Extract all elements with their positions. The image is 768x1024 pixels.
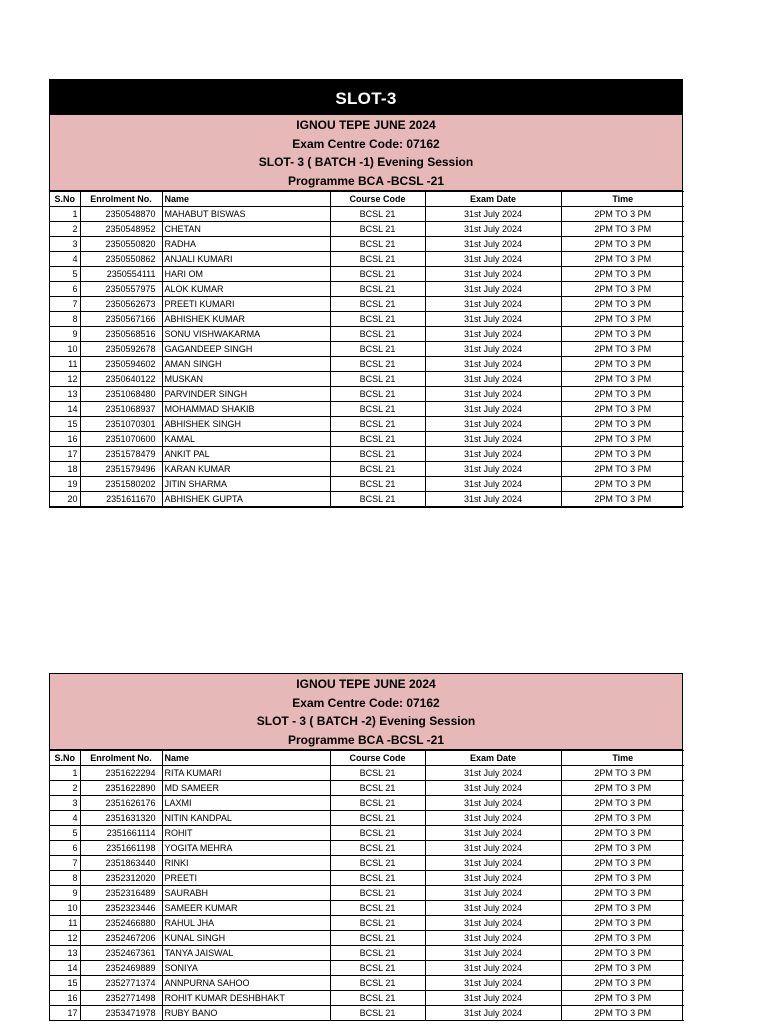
cell-enrolment: 2352771374 [80,976,162,991]
table-row [50,402,684,417]
cell-enrolment: 2351661198 [80,841,162,856]
col-header-enrolment: Enrolment No. [80,751,162,766]
table-row [50,267,684,282]
cell-sno: 13 [50,387,80,402]
cell-time: 2PM TO 3 PM [561,417,684,432]
cell-enrolment: 2350548870 [80,207,162,222]
cell-exam-date: 31st July 2024 [425,841,561,856]
cell-exam-date: 31st July 2024 [425,387,561,402]
cell-course-code: BCSL 21 [330,492,425,507]
cell-exam-date: 31st July 2024 [425,252,561,267]
cell-course-code: BCSL 21 [330,342,425,357]
cell-enrolment: 2350568516 [80,327,162,342]
cell-course-code: BCSL 21 [330,976,425,991]
cell-sno: 17 [50,447,80,462]
cell-time: 2PM TO 3 PM [561,976,684,991]
cell-enrolment: 2351622890 [80,781,162,796]
cell-enrolment: 2351070600 [80,432,162,447]
cell-course-code: BCSL 21 [330,387,425,402]
cell-name: YOGITA MEHRA [162,841,330,856]
cell-enrolment: 2352467206 [80,931,162,946]
session-title: SLOT- 3 ( BATCH -1) Evening Session [258,155,474,169]
cell-name: GAGANDEEP SINGH [162,342,330,357]
cell-course-code: BCSL 21 [330,841,425,856]
cell-exam-date: 31st July 2024 [425,372,561,387]
cell-name: NITIN KANDPAL [162,811,330,826]
cell-name: RINKI [162,856,330,871]
table-row [50,916,684,931]
cell-exam-date: 31st July 2024 [425,811,561,826]
table-row [50,372,684,387]
table-row [50,477,684,492]
cell-time: 2PM TO 3 PM [561,267,684,282]
cell-name: HARI OM [162,267,330,282]
table-row [50,901,684,916]
cell-exam-date: 31st July 2024 [425,222,561,237]
table-row [50,976,684,991]
cell-sno: 14 [50,961,80,976]
cell-name: PREETI [162,871,330,886]
cell-exam-date: 31st July 2024 [425,991,561,1006]
cell-name: SONIYA [162,961,330,976]
cell-sno: 16 [50,432,80,447]
cell-name: LAXMI [162,796,330,811]
cell-exam-date: 31st July 2024 [425,492,561,507]
cell-name: ANNPURNA SAHOO [162,976,330,991]
cell-name: MD SAMEER [162,781,330,796]
cell-exam-date: 31st July 2024 [425,297,561,312]
cell-exam-date: 31st July 2024 [425,916,561,931]
cell-course-code: BCSL 21 [330,282,425,297]
cell-exam-date: 31st July 2024 [425,871,561,886]
cell-time: 2PM TO 3 PM [561,492,684,507]
cell-exam-date: 31st July 2024 [425,946,561,961]
cell-course-code: BCSL 21 [330,357,425,372]
cell-time: 2PM TO 3 PM [561,1006,684,1021]
cell-exam-date: 31st July 2024 [425,447,561,462]
cell-sno: 20 [50,492,80,507]
batch-1-sheet [49,79,683,508]
table-row [50,766,684,781]
cell-enrolment: 2350562673 [80,297,162,312]
table-row [50,447,684,462]
cell-name: TANYA JAISWAL [162,946,330,961]
cell-name: ROHIT KUMAR DESHBHAKT [162,991,330,1006]
cell-exam-date: 31st July 2024 [425,766,561,781]
batch-2-header [50,674,682,750]
table-row [50,417,684,432]
cell-sno: 12 [50,931,80,946]
cell-time: 2PM TO 3 PM [561,462,684,477]
cell-sno: 16 [50,991,80,1006]
batch-1-rows [50,207,684,507]
cell-time: 2PM TO 3 PM [561,961,684,976]
cell-name: ABHISHEK SINGH [162,417,330,432]
cell-name: CHETAN [162,222,330,237]
cell-enrolment: 2352312020 [80,871,162,886]
cell-time: 2PM TO 3 PM [561,871,684,886]
cell-sno: 5 [50,826,80,841]
cell-sno: 9 [50,886,80,901]
cell-enrolment: 2350640122 [80,372,162,387]
table-row [50,1006,684,1021]
batch-2-sheet [49,673,683,1021]
table-row [50,492,684,507]
cell-time: 2PM TO 3 PM [561,447,684,462]
table-row [50,931,684,946]
cell-time: 2PM TO 3 PM [561,781,684,796]
cell-name: MUSKAN [162,372,330,387]
cell-time: 2PM TO 3 PM [561,342,684,357]
cell-time: 2PM TO 3 PM [561,766,684,781]
col-header-exam-date: Exam Date [425,192,561,207]
cell-enrolment: 2351068480 [80,387,162,402]
cell-course-code: BCSL 21 [330,871,425,886]
cell-enrolment: 2351622294 [80,766,162,781]
cell-time: 2PM TO 3 PM [561,312,684,327]
cell-course-code: BCSL 21 [330,432,425,447]
col-header-name: Name [162,192,330,207]
col-header-sno: S.No [50,751,80,766]
cell-sno: 8 [50,871,80,886]
table-header-row [50,192,684,207]
cell-sno: 6 [50,841,80,856]
slot-title-bar: SLOT-3 [50,80,682,115]
col-header-name: Name [162,751,330,766]
cell-enrolment: 2350567166 [80,312,162,327]
cell-exam-date: 31st July 2024 [425,342,561,357]
table-row [50,207,684,222]
cell-enrolment: 2350550820 [80,237,162,252]
cell-course-code: BCSL 21 [330,901,425,916]
cell-course-code: BCSL 21 [330,312,425,327]
cell-exam-date: 31st July 2024 [425,886,561,901]
cell-sno: 3 [50,796,80,811]
cell-exam-date: 31st July 2024 [425,402,561,417]
cell-time: 2PM TO 3 PM [561,237,684,252]
cell-name: RITA KUMARI [162,766,330,781]
cell-name: ALOK KUMAR [162,282,330,297]
cell-course-code: BCSL 21 [330,207,425,222]
cell-course-code: BCSL 21 [330,856,425,871]
cell-sno: 4 [50,252,80,267]
col-header-course-code: Course Code [330,192,425,207]
cell-course-code: BCSL 21 [330,327,425,342]
cell-exam-date: 31st July 2024 [425,267,561,282]
cell-sno: 15 [50,976,80,991]
cell-name: ROHIT [162,826,330,841]
cell-sno: 3 [50,237,80,252]
table-row [50,312,684,327]
cell-enrolment: 2351626176 [80,796,162,811]
cell-enrolment: 2351070301 [80,417,162,432]
cell-sno: 19 [50,477,80,492]
cell-sno: 8 [50,312,80,327]
cell-exam-date: 31st July 2024 [425,781,561,796]
cell-course-code: BCSL 21 [330,237,425,252]
cell-enrolment: 2351611670 [80,492,162,507]
table-row [50,886,684,901]
table-row [50,237,684,252]
table-row [50,387,684,402]
cell-course-code: BCSL 21 [330,931,425,946]
table-row [50,961,684,976]
table-row [50,871,684,886]
table-row [50,342,684,357]
cell-time: 2PM TO 3 PM [561,477,684,492]
cell-course-code: BCSL 21 [330,781,425,796]
cell-course-code: BCSL 21 [330,811,425,826]
cell-name: ABHISHEK KUMAR [162,312,330,327]
programme-title: Programme BCA -BCSL -21 [287,732,445,747]
cell-sno: 2 [50,222,80,237]
cell-name: SAURABH [162,886,330,901]
cell-course-code: BCSL 21 [330,991,425,1006]
cell-enrolment: 2352771498 [80,991,162,1006]
table-row [50,796,684,811]
col-header-sno: S.No [50,192,80,207]
cell-course-code: BCSL 21 [330,462,425,477]
cell-time: 2PM TO 3 PM [561,282,684,297]
cell-course-code: BCSL 21 [330,402,425,417]
cell-exam-date: 31st July 2024 [425,282,561,297]
cell-sno: 7 [50,297,80,312]
cell-time: 2PM TO 3 PM [561,432,684,447]
cell-enrolment: 2352466880 [80,916,162,931]
exam-title: IGNOU TEPE JUNE 2024 [296,677,436,691]
table-row [50,222,684,237]
table-row [50,252,684,267]
table-row [50,282,684,297]
cell-sno: 15 [50,417,80,432]
cell-name: SONU VISHWAKARMA [162,327,330,342]
table-row [50,297,684,312]
batch-1-header [50,115,682,191]
batch-1-table [50,191,684,507]
col-header-enrolment: Enrolment No. [80,192,162,207]
cell-name: ABHISHEK GUPTA [162,492,330,507]
cell-exam-date: 31st July 2024 [425,207,561,222]
cell-course-code: BCSL 21 [330,766,425,781]
cell-enrolment: 2351578479 [80,447,162,462]
cell-enrolment: 2353471978 [80,1006,162,1021]
cell-name: MAHABUT BISWAS [162,207,330,222]
cell-exam-date: 31st July 2024 [425,796,561,811]
cell-exam-date: 31st July 2024 [425,357,561,372]
cell-name: PREETI KUMARI [162,297,330,312]
cell-exam-date: 31st July 2024 [425,327,561,342]
cell-course-code: BCSL 21 [330,1006,425,1021]
cell-sno: 1 [50,766,80,781]
cell-sno: 1 [50,207,80,222]
cell-course-code: BCSL 21 [330,886,425,901]
cell-enrolment: 2350548952 [80,222,162,237]
cell-sno: 18 [50,462,80,477]
table-row [50,856,684,871]
cell-enrolment: 2351863440 [80,856,162,871]
col-header-time: Time [561,192,684,207]
cell-sno: 10 [50,342,80,357]
session-title: SLOT - 3 ( BATCH -2) Evening Session [256,714,476,728]
cell-sno: 7 [50,856,80,871]
table-row [50,946,684,961]
cell-sno: 13 [50,946,80,961]
cell-time: 2PM TO 3 PM [561,886,684,901]
cell-time: 2PM TO 3 PM [561,991,684,1006]
cell-course-code: BCSL 21 [330,222,425,237]
table-row [50,432,684,447]
col-header-time: Time [561,751,684,766]
cell-course-code: BCSL 21 [330,252,425,267]
cell-sno: 10 [50,901,80,916]
cell-time: 2PM TO 3 PM [561,841,684,856]
cell-name: SAMEER KUMAR [162,901,330,916]
cell-exam-date: 31st July 2024 [425,901,561,916]
cell-enrolment: 2351579496 [80,462,162,477]
cell-sno: 4 [50,811,80,826]
cell-name: RADHA [162,237,330,252]
cell-name: RAHUL JHA [162,916,330,931]
cell-time: 2PM TO 3 PM [561,207,684,222]
cell-time: 2PM TO 3 PM [561,327,684,342]
cell-course-code: BCSL 21 [330,477,425,492]
cell-name: ANKIT PAL [162,447,330,462]
cell-enrolment: 2352323446 [80,901,162,916]
cell-enrolment: 2350554111 [80,267,162,282]
cell-course-code: BCSL 21 [330,267,425,282]
cell-exam-date: 31st July 2024 [425,477,561,492]
cell-enrolment: 2351580202 [80,477,162,492]
cell-time: 2PM TO 3 PM [561,811,684,826]
cell-enrolment: 2352467361 [80,946,162,961]
cell-exam-date: 31st July 2024 [425,976,561,991]
cell-time: 2PM TO 3 PM [561,946,684,961]
cell-time: 2PM TO 3 PM [561,796,684,811]
cell-time: 2PM TO 3 PM [561,297,684,312]
cell-sno: 11 [50,916,80,931]
col-header-course-code: Course Code [330,751,425,766]
cell-exam-date: 31st July 2024 [425,312,561,327]
cell-enrolment: 2350594602 [80,357,162,372]
cell-exam-date: 31st July 2024 [425,462,561,477]
cell-sno: 9 [50,327,80,342]
cell-course-code: BCSL 21 [330,946,425,961]
cell-enrolment: 2352469889 [80,961,162,976]
cell-time: 2PM TO 3 PM [561,252,684,267]
cell-enrolment: 2350557975 [80,282,162,297]
exam-title: IGNOU TEPE JUNE 2024 [296,118,436,132]
table-row [50,781,684,796]
cell-name: PARVINDER SINGH [162,387,330,402]
cell-exam-date: 31st July 2024 [425,826,561,841]
cell-sno: 12 [50,372,80,387]
cell-sno: 5 [50,267,80,282]
cell-time: 2PM TO 3 PM [561,372,684,387]
cell-course-code: BCSL 21 [330,826,425,841]
cell-time: 2PM TO 3 PM [561,387,684,402]
col-header-exam-date: Exam Date [425,751,561,766]
cell-enrolment: 2352316489 [80,886,162,901]
batch-2-table [50,750,684,1021]
cell-exam-date: 31st July 2024 [425,961,561,976]
exam-centre-code: Exam Centre Code: 07162 [292,695,440,710]
cell-enrolment: 2351661114 [80,826,162,841]
cell-exam-date: 31st July 2024 [425,856,561,871]
table-row [50,462,684,477]
cell-name: AMAN SINGH [162,357,330,372]
cell-exam-date: 31st July 2024 [425,432,561,447]
cell-enrolment: 2351631320 [80,811,162,826]
cell-exam-date: 31st July 2024 [425,931,561,946]
cell-name: KARAN KUMAR [162,462,330,477]
cell-sno: 6 [50,282,80,297]
cell-enrolment: 2350592678 [80,342,162,357]
cell-time: 2PM TO 3 PM [561,222,684,237]
cell-sno: 17 [50,1006,80,1021]
cell-time: 2PM TO 3 PM [561,856,684,871]
cell-time: 2PM TO 3 PM [561,402,684,417]
cell-name: JITIN SHARMA [162,477,330,492]
cell-time: 2PM TO 3 PM [561,901,684,916]
cell-course-code: BCSL 21 [330,796,425,811]
cell-enrolment: 2351068937 [80,402,162,417]
cell-exam-date: 31st July 2024 [425,1006,561,1021]
cell-exam-date: 31st July 2024 [425,417,561,432]
cell-name: MOHAMMAD SHAKIB [162,402,330,417]
cell-course-code: BCSL 21 [330,447,425,462]
table-row [50,841,684,856]
cell-sno: 14 [50,402,80,417]
cell-course-code: BCSL 21 [330,417,425,432]
cell-time: 2PM TO 3 PM [561,931,684,946]
cell-name: KUNAL SINGH [162,931,330,946]
cell-sno: 2 [50,781,80,796]
table-header-row [50,751,684,766]
table-row [50,991,684,1006]
cell-course-code: BCSL 21 [330,372,425,387]
cell-time: 2PM TO 3 PM [561,826,684,841]
table-row [50,327,684,342]
cell-course-code: BCSL 21 [330,916,425,931]
cell-time: 2PM TO 3 PM [561,357,684,372]
table-row [50,811,684,826]
cell-name: ANJALI KUMARI [162,252,330,267]
cell-enrolment: 2350550862 [80,252,162,267]
batch-2-rows [50,766,684,1021]
cell-name: RUBY BANO [162,1006,330,1021]
programme-title: Programme BCA -BCSL -21 [287,173,445,188]
exam-centre-code: Exam Centre Code: 07162 [292,136,440,151]
table-row [50,826,684,841]
cell-course-code: BCSL 21 [330,961,425,976]
cell-sno: 11 [50,357,80,372]
table-row [50,357,684,372]
cell-name: KAMAL [162,432,330,447]
cell-time: 2PM TO 3 PM [561,916,684,931]
cell-course-code: BCSL 21 [330,297,425,312]
cell-exam-date: 31st July 2024 [425,237,561,252]
